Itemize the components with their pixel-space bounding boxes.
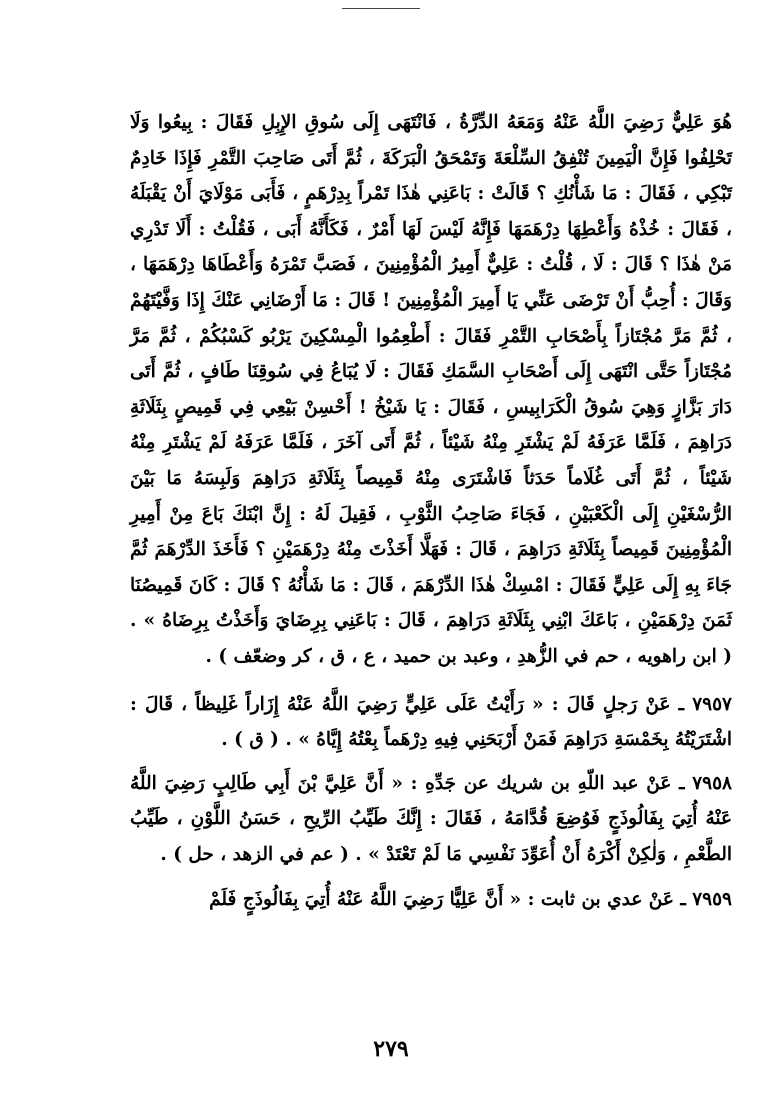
hadith-number: ٧٩٥٩: [692, 889, 732, 910]
hadith-text: ـ عَنْ عبد اللّهِ بن شريك عن جَدِّهِ : « أَنَّ عَلِيَّ بْنَ أَبِي طَالِبٍ رَضِيَ اللَّهُ عَنْهُ أُتِيَ بِفَالُوذَجٍ فَوُضِعَ قُدَّامَهُ ، فَقَالَ : إِنَّكَ طَيِّبُ الرِّيحِ ، حَسَنُ اللَّوْنِ ، طَيِّبُ الطَّعْمِ ، وَلٰكِنْ أَكْرَهُ أَنْ أُعَوِّدَ نَفْسِي مَا لَمْ تَعْتَدْ » . ( عم في الزهد ، حل ) .: [130, 772, 732, 865]
hadith-text: ـ عَنْ عدي بن ثابت : « أَنَّ عَلِيًّا رَضِيَ اللَّهُ عَنْهُ أُتِيَ بِفَالُوذَجٍ فَلَمْ: [209, 889, 686, 910]
hadith-number: ٧٩٥٨: [692, 772, 732, 794]
hadith-7957: [130, 687, 732, 758]
page-number: ٢٧٩: [373, 1036, 409, 1062]
page-body: [130, 105, 732, 918]
hadith-7958: [130, 766, 732, 873]
paragraph-text: هُوَ عَلِيٌّ رَضِيَ اللَّهُ عَنْهُ وَمَعَهُ الدِّرَّةُ ، فَانْتَهَى إِلَى سُوقِ الإِبِلِ فَقَالَ : بِيعُوا وَلَا تَحْلِفُوا فَإِنَّ الْيَمِينَ تُنْفِقُ السِّلْعَةَ وَتَمْحَقُ الْبَرَكَةَ ، ثُمَّ أَتَى صَاحِبَ التَّمْرِ فَإِذَا خَادِمٌ تَبْكِي ، فَقَالَ : مَا شَأْنُكِ ؟ قَالَتْ : بَاعَنِي هٰذَا تَمْراً بِدِرْهَمٍ ، فَأَبَى مَوْلَايَ أَنْ يَقْبَلَهُ ، فَقَالَ : خُذْهُ وَأَعْطِهَا دِرْهَمَهَا فَإِنَّهُ لَيْسَ لَهَا أَمْرٌ ، فَكَأَنَّهُ أَبَى ، فَقُلْتُ : أَلَا تَدْرِي مَنْ هٰذَا ؟ قَالَ : لَا ، قُلْتُ : عَلِيٌّ أَمِيرُ الْمُؤْمِنِينَ ، فَصَبَّ تَمْرَهُ وَأَعْطَاهَا دِرْهَمَهَا ، وَقَالَ : أُحِبُّ أَنْ تَرْضَى عَنِّي يَا أَمِيرَ الْمُؤْمِنِينَ ! قَالَ : مَا أَرْضَانِي عَنْكَ إِذَا وَفَّيْتَهُمْ ، ثُمَّ مَرَّ مُجْتَازاً بِأَصْحَابِ التَّمْرِ فَقَالَ : أَطْعِمُوا الْمِسْكِينَ يَرْبُو كَسْبُكُمْ ، ثُمَّ مَرَّ مُجْتَازاً حَتَّى انْتَهَى إِلَى أَصْحَابِ السَّمَكِ فَقَالَ : لَا يُبَاعُ فِي سُوقِنَا طَافٍ ، ثُمَّ أَتَى دَارَ بَزَّازٍ وَهِيَ سُوقُ الْكَرَابِيسِ ، فَقَالَ : يَا شَيْخُ ! أَحْسِنْ بَيْعِي فِي قَمِيصٍ بِثَلَاثَةِ دَرَاهِمَ ، فَلَمَّا عَرَفَهُ لَمْ يَشْتَرِ مِنْهُ شَيْئاً ، ثُمَّ أَتَى آخَرَ ، فَلَمَّا عَرَفَهُ لَمْ يَشْتَرِ مِنْهُ شَيْئاً ، ثُمَّ أَتَى غُلَاماً حَدَثاً فَاشْتَرَى مِنْهُ قَمِيصاً بِثَلَاثَةِ دَرَاهِمَ وَلَبِسَهُ مَا بَيْنَ الرُّسْغَيْنِ إِلَى الْكَعْبَيْنِ ، فَجَاءَ صَاحِبُ الثَّوْبِ ، فَقِيلَ لَهُ : إِنَّ ابْنَكَ بَاعَ مِنْ أَمِيرِ الْمُؤْمِنِينَ قَمِيصاً بِثَلَاثَةِ دَرَاهِمَ ، قَالَ : فَهَلَّا أَخَذْتَ مِنْهُ دِرْهَمَيْنِ ؟ فَأَخَذَ الدِّرْهَمَ ثُمَّ جَاءَ بِهِ إِلَى عَلِيٍّ فَقَالَ : امْسِكْ هٰذَا الدِّرْهَمَ ، قَالَ : مَا شَأْنُهُ ؟ قَالَ : كَانَ قَمِيصُنَا ثَمَنَ دِرْهَمَيْنِ ، بَاعَكَ ابْنِي بِثَلَاثَةِ دَرَاهِمَ ، قَالَ : بَاعَنِي بِرِضَايَ وَأَخَذْتُ بِرِضَاهُ » . ( ابن راهويه ، حم في الزُّهدِ ، وعبد بن حميد ، ع ، ق ، كر وضعّف ) .: [130, 112, 732, 667]
hadith-number: ٧٩٥٧: [692, 693, 732, 715]
continued-hadith-paragraph: [130, 105, 732, 675]
top-rule: [342, 8, 420, 9]
hadith-text: ـ عَنْ رَجلٍ قَالَ : « رَأَيْتُ عَلَى عَلِيٍّ رَضِيَ اللَّهُ عَنْهُ إِزَاراً غَلِيظاً ، قَالَ : اشْتَرَيْتُهُ بِخَمْسَةِ دَرَاهِمَ فَمَنْ أَرْبَحَنِي فِيهِ دِرْهَماً بِعْتُهُ إِيَّاهُ » . ( ق ) .: [130, 693, 732, 750]
hadith-7959: [130, 882, 732, 918]
